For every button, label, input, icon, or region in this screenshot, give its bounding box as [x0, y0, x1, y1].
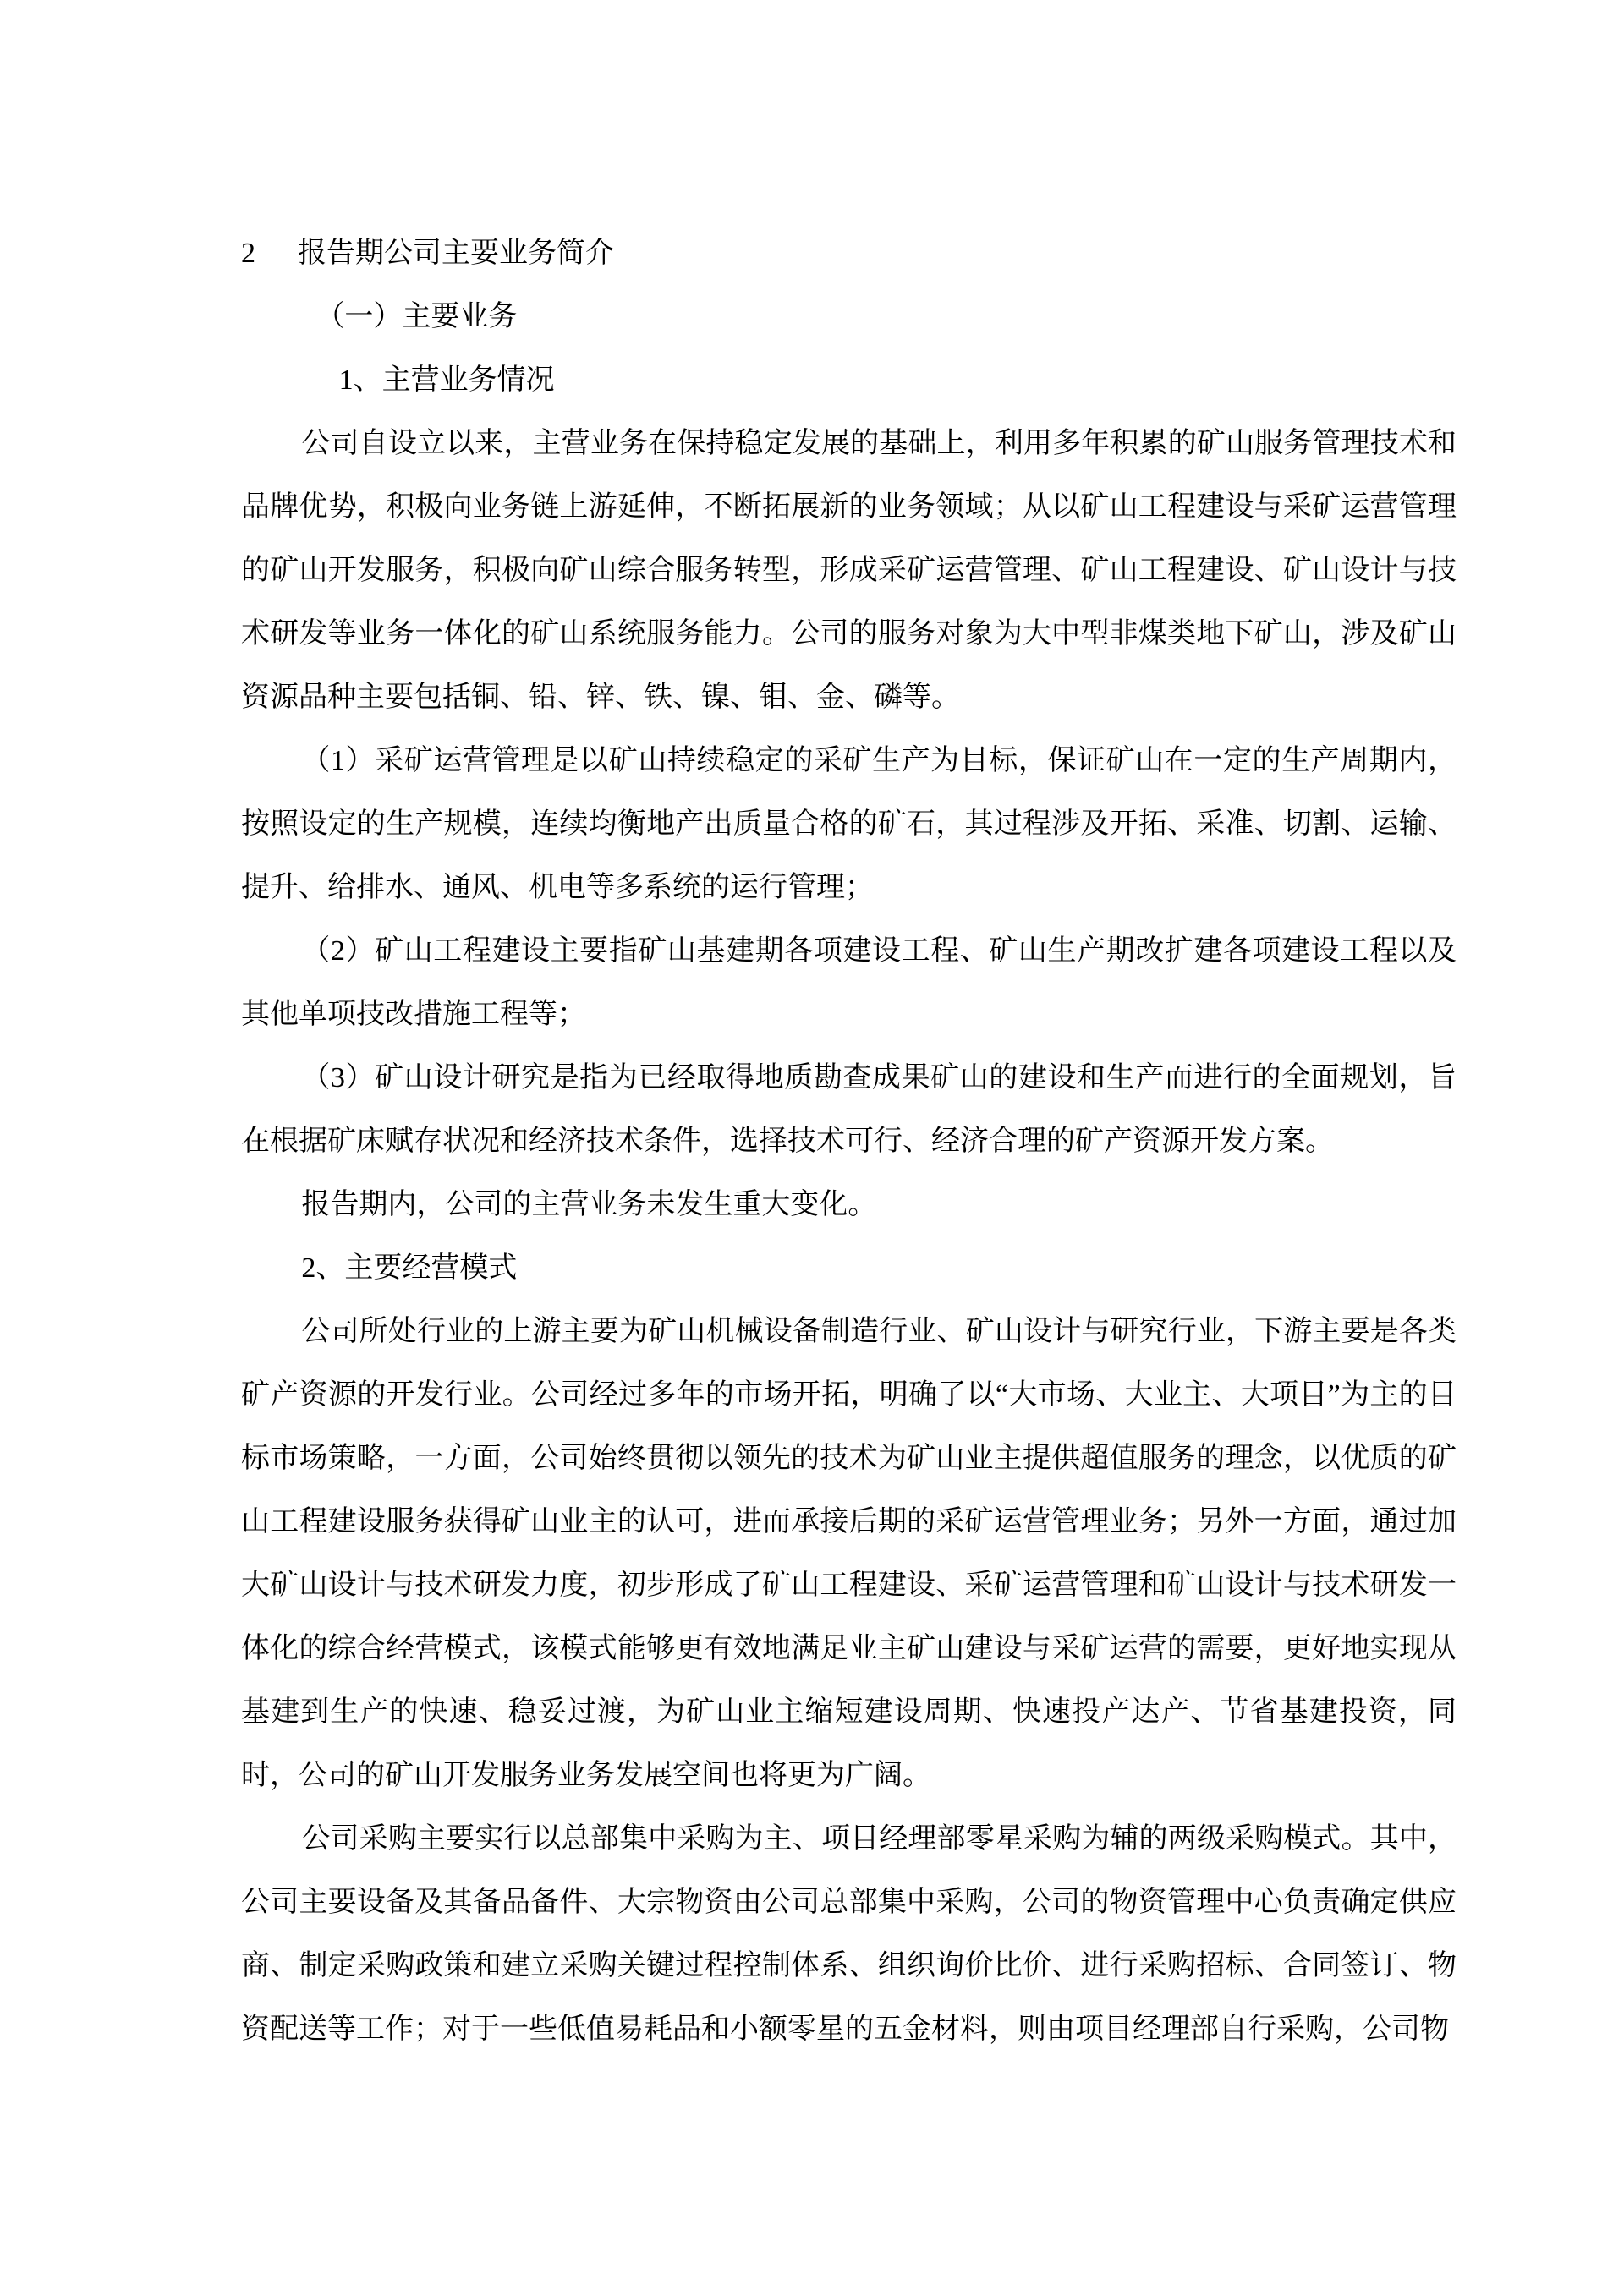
- section-number: 2: [241, 238, 255, 269]
- section-title: 报告期公司主要业务简介: [298, 238, 614, 269]
- document-content: [241, 222, 1457, 2061]
- paragraph-overview: 公司自设立以来，主营业务在保持稳定发展的基础上，利用多年积累的矿山服务管理技术和品牌优势，积极向业务链上游延伸，不断拓展新的业务领域；从以矿山工程建设与采矿运营管理的矿山开发服务，积极向矿山综合服务转型，形成采矿运营管理、矿山工程建设、矿山设计与技术研发等业务一体化的矿山系统服务能力。公司的服务对象为大中型非煤类地下矿山，涉及矿山资源品种主要包括铜、铅、锌、铁、镍、钼、金、磷等。: [241, 428, 1457, 713]
- paragraph-business-model: 公司所处行业的上游主要为矿山机械设备制造行业、矿山设计与研究行业，下游主要是各类矿产资源的开发行业。公司经过多年的市场开拓，明确了以“大市场、大业主、大项目”为主的目标市场策略，一方面，公司始终贯彻以领先的技术为矿山业主提供超值服务的理念，以优质的矿山工程建设服务获得矿山业主的认可，进而承接后期的采矿运营管理业务；另外一方面，通过加大矿山设计与技术研发力度，初步形成了矿山工程建设、采矿运营管理和矿山设计与技术研发一体化的综合经营模式，该模式能够更有效地满足业主矿山建设与采矿运营的需要，更好地实现从基建到生产的快速、稳妥过渡，为矿山业主缩短建设周期、快速投产达产、节省基建投资，同时，公司的矿山开发服务业务发展空间也将更为广阔。: [241, 1316, 1457, 1791]
- subsection-heading: （一）主要业务: [315, 301, 518, 332]
- paragraph-item2-mine-construction: （2）矿山工程建设主要指矿山基建期各项建设工程、矿山生产期改扩建各项建设工程以及其他单项技改措施工程等；: [241, 935, 1457, 1030]
- paragraph-no-major-change: 报告期内，公司的主营业务未发生重大变化。: [301, 1189, 877, 1220]
- paragraph-procurement: 公司采购主要实行以总部集中采购为主、项目经理部零星采购为辅的两级采购模式。其中，公司主要设备及其备品备件、大宗物资由公司总部集中采购，公司的物资管理中心负责确定供应商、制定采购政策和建立采购关键过程控制体系、组织询价比价、进行采购招标、合同签订、物资配送等工作；对于一些低值易耗品和小额零星的五金材料，则由项目经理部自行采购，公司物: [241, 1823, 1457, 2045]
- paragraph-item1-mining-operation: （1）采矿运营管理是以矿山持续稳定的采矿生产为目标，保证矿山在一定的生产周期内，按照设定的生产规模，连续均衡地产出质量合格的矿石，其过程涉及开拓、采准、切割、运输、提升、给排水、通风、机电等多系统的运行管理；: [241, 745, 1457, 903]
- paragraph-item3-mine-design: （3）矿山设计研究是指为已经取得地质勘查成果矿山的建设和生产而进行的全面规划，旨在根据矿床赋存状况和经济技术条件，选择技术可行、经济合理的矿产资源开发方案。: [241, 1062, 1457, 1157]
- section-heading: [241, 222, 1457, 285]
- heading-main-business: 1、主营业务情况: [338, 364, 555, 396]
- heading-business-model: 2、主要经营模式: [301, 1252, 518, 1284]
